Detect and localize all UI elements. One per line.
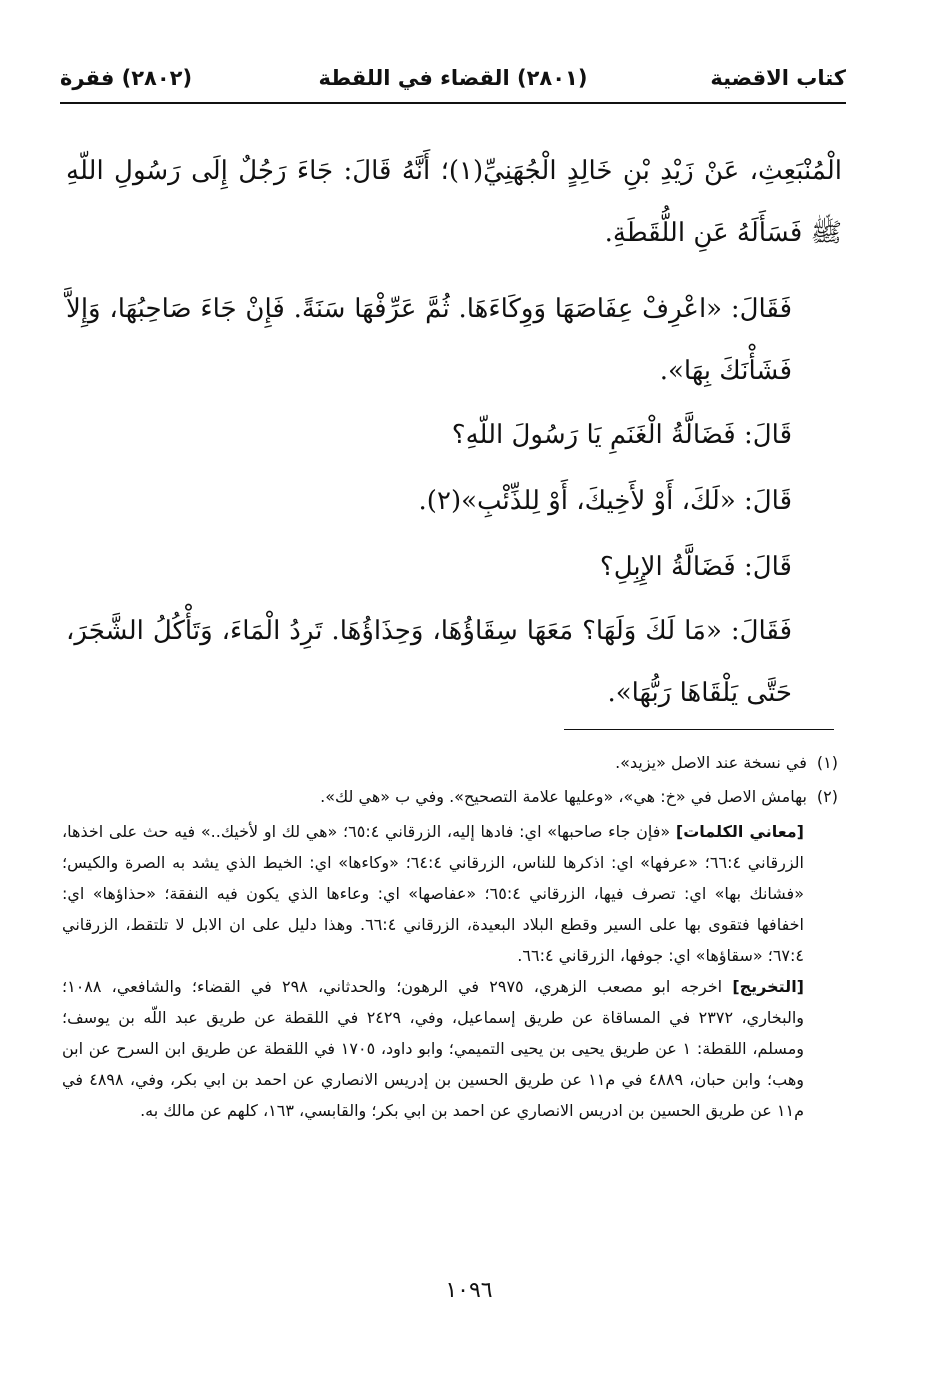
- takhrij-text: اخرجه ابو مصعب الزهري، ٢٩٧٥ في الرهون؛ والحدثاني، ٢٩٨ في القضاء؛ والشافعي، ١٠٨٨؛ والبخاري، ٢٣٧٢ في المساقاة عن طريق إسماعيل، وفي، ٢٤٢٩ في اللقطة عن طريق عبد اللّه بن يوسف؛ ومسلم، اللقطة: ١ عن طريق يحيى بن يحيى التميمي؛ وابو داود، ١٧٠٥ في اللقطة عن طريق ابن السرح عن ابن وهب؛ وابن حبان، ٤٨٨٩ في م١١ عن طريق الحسين بن إدريس الانصاري عن احمد بن ابي بكر، وفي، ٤٨٩٨ في م١١ عن طريق الحسين بن ادريس الانصاري عن احمد بن ابي بكر؛ والقابسي، ١٦٣، كلهم عن مالك به.: [62, 977, 805, 1120]
- hadith-question-camel: قَالَ: فَضَالَّةُ الإِبِلِ؟: [599, 552, 792, 582]
- paragraph-reference: (٢٨٠٢) فقرة: [60, 66, 193, 90]
- section-title: (٢٨٠١) القضاء في اللقطة: [318, 66, 588, 90]
- hadith-answer-camel: فَقَالَ: «مَا لَكَ وَلَهَا؟ مَعَهَا سِقَاؤُهَا، وَحِذَاؤُهَا. تَرِدُ الْمَاءَ، وَتَأْكُلُ الشَّجَرَ، حَتَّى يَلْقَاهَا رَبُّهَا».: [66, 616, 792, 708]
- hadith-question-sheep: قَالَ: فَضَالَّةُ الْغَنَمِ يَا رَسُولَ اللّهِ؟: [451, 420, 792, 450]
- header-divider: [60, 102, 846, 104]
- footnote-1: [62, 748, 838, 778]
- hadith-paragraph-1: الْمُنْبَعِثِ، عَنْ زَيْدِ بْنِ خَالِدٍ الْجُهَنِيِّ(١)؛ أَنَّهُ قَالَ: جَاءَ رَجُلٌ إِلَى رَسُولِ اللّهِ ﷺ فَسَأَلَهُ عَنِ اللُّقَطَةِ.: [66, 156, 842, 248]
- word-meanings: [62, 816, 838, 971]
- takhrij: [62, 971, 838, 1126]
- footnote-number: (٢): [816, 787, 838, 806]
- hadith-text: [66, 140, 842, 724]
- footnote-divider: [564, 729, 834, 730]
- chapter-title: كتاب الاقضية: [710, 66, 846, 90]
- takhrij-label: [التخريج]: [732, 977, 804, 996]
- hadith-paragraph-2: فَقَالَ: «اعْرِفْ عِفَاصَهَا وَوِكَاءَهَا. ثُمَّ عَرِّفْهَا سَنَةً. فَإِنْ جَاءَ صَاحِبُهَا، وَإِلاَّ فَشَأْنَكَ بِهَا».: [66, 294, 792, 386]
- page-header: [60, 62, 846, 98]
- footnote-text: بهامش الاصل في «خ: هي»، «وعليها علامة التصحيح». وفي ب «هي لك».: [320, 787, 807, 806]
- word-meanings-label: [معاني الكلمات]: [675, 822, 804, 841]
- footnote-text: في نسخة عند الاصل «يزيد».: [615, 753, 807, 772]
- page-number: ١٠٩٦: [445, 1278, 493, 1303]
- hadith-answer-sheep: قَالَ: «لَكَ، أَوْ لأَخِيكَ، أَوْ لِلذِّئْبِ»(٢).: [418, 486, 792, 516]
- footnotes: [62, 748, 838, 1126]
- word-meanings-text: «فإن جاء صاحبها» اي: فادها إليه، الزرقاني ٦٥:٤؛ «هي لك او لأخيك..» فيه حث على اخذها، الزرقاني ٦٦:٤؛ «عرفها» اي: اذكرها للناس، الزرقاني ٦٤:٤؛ «وكاءها» اي: الخيط الذي يشد به الصرة والكيس؛ «فشانك بها» اي: تصرف فيها، الزرقاني ٦٥:٤؛ «عفاصها» اي: وعاءها الذي يكون فيه النفقة؛ «حذاؤها» اي: اخفافها فتقوى بها على السير وقطع البلاد البعيدة، الزرقاني ٦٦:٤. وهذا دليل على ان الابل لا تلتقط، الزرقاني ٦٧:٤؛ «سقاؤها» اي: جوفها، الزرقاني ٦٦:٤.: [62, 822, 805, 965]
- footnote-2: [62, 782, 838, 812]
- footnote-number: (١): [816, 753, 838, 772]
